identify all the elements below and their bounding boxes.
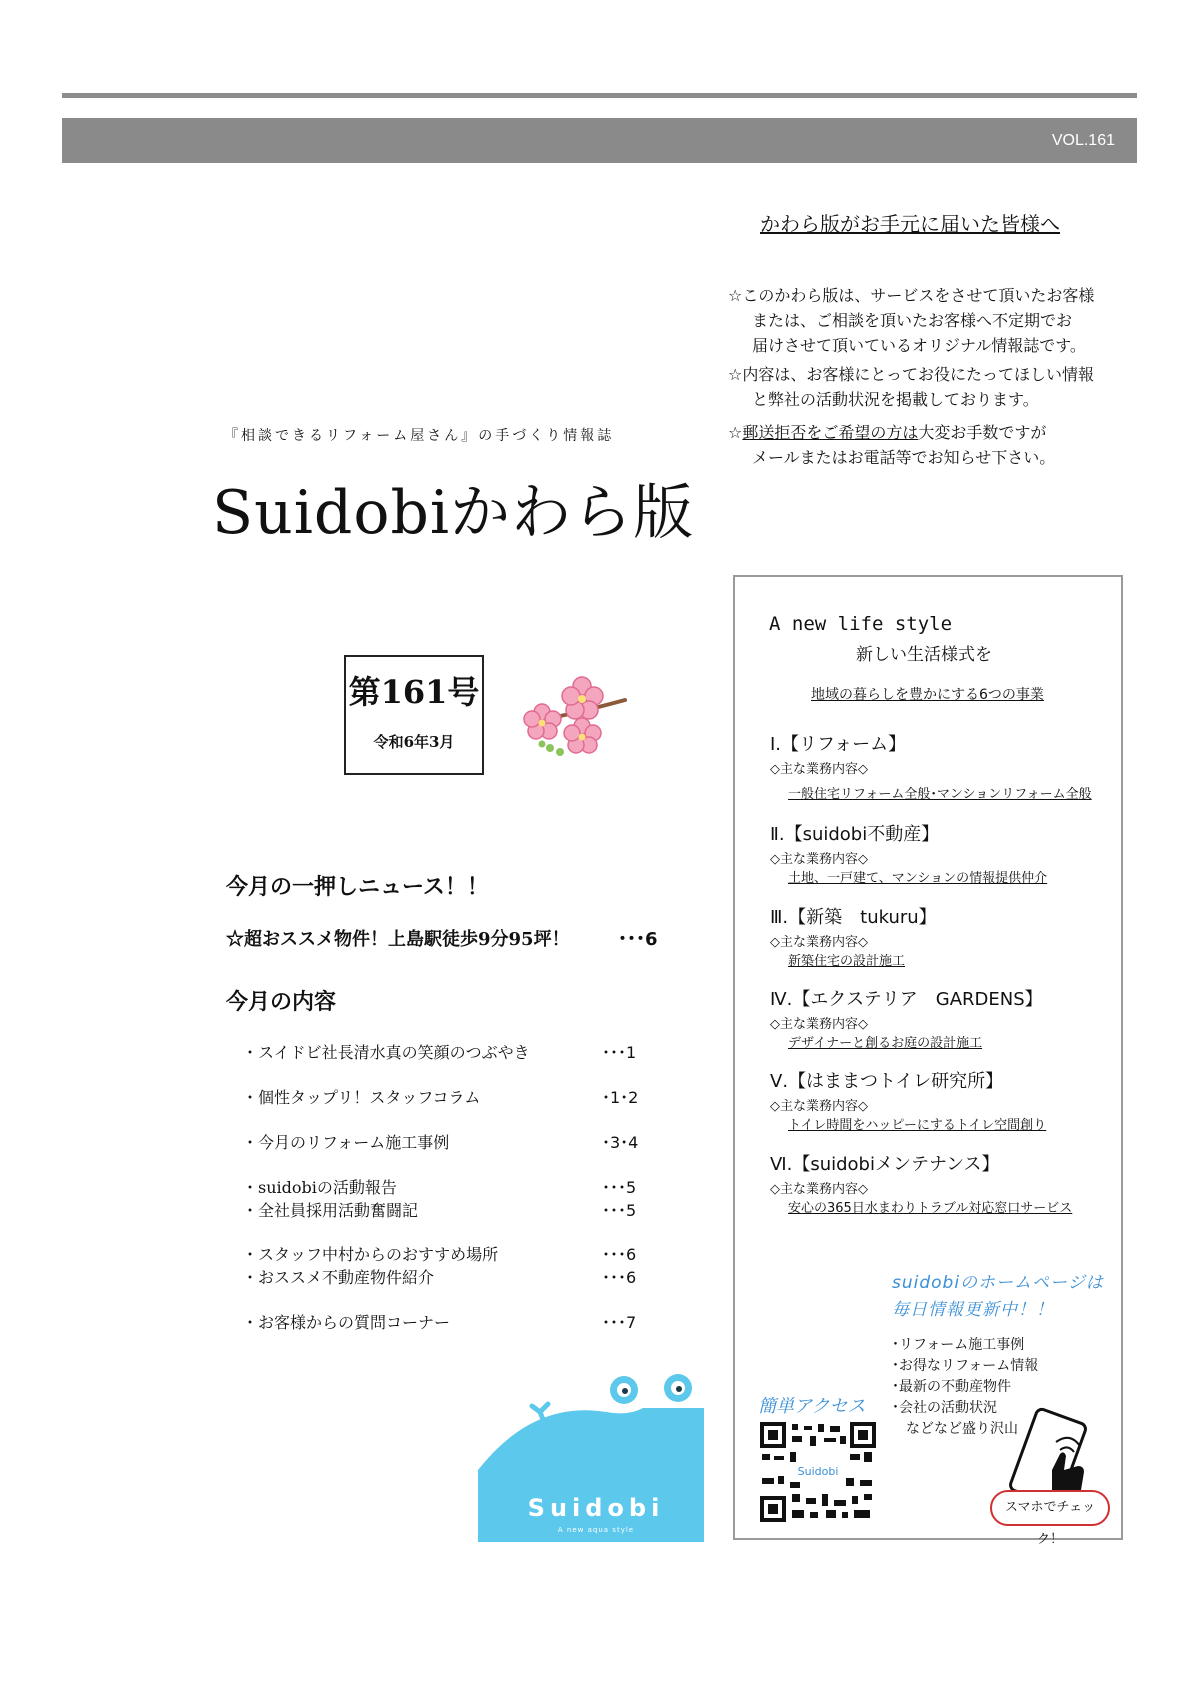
- toc-page: ･1･2: [602, 1088, 639, 1107]
- contents-heading: 今月の内容: [226, 989, 337, 1015]
- business-label: ◇主な業務内容◇: [770, 935, 868, 950]
- toc-page: ･･･5: [602, 1178, 637, 1197]
- greeting-title: かわら版がお手元に届いた皆様へ: [760, 212, 1060, 236]
- business-title: Ⅴ.【はままつトイレ研究所】: [770, 1071, 1004, 1092]
- toc-item: ・スタッフ中村からのおすすめ場所: [242, 1245, 499, 1264]
- tagline: 『相談できるリフォーム屋さん』の手づくり情報誌: [224, 428, 615, 444]
- business-label: ◇主な業務内容◇: [770, 1017, 868, 1032]
- business-desc: 土地、一戸建て、マンションの情報提供仲介: [788, 871, 1048, 886]
- push-news-item: ☆超おススメ物件！上島駅徒歩9分95坪！: [226, 929, 570, 950]
- panel-eng-title: A new life style: [769, 613, 953, 635]
- smartphone-check-badge: スマホでチェック！: [990, 1490, 1110, 1526]
- business-desc: デザイナーと創るお庭の設計施工: [788, 1036, 983, 1051]
- business-desc: 新築住宅の設計施工: [788, 954, 906, 969]
- masthead-title: Suidobiかわら版: [212, 478, 695, 548]
- list-item: ･最新の不動産物件: [892, 1379, 1011, 1395]
- toc-item: ・suidobiの活動報告: [242, 1178, 397, 1197]
- business-title: Ⅵ.【suidobiメンテナンス】: [770, 1154, 1000, 1175]
- business-title: Ⅲ.【新築 tukuru】: [770, 907, 937, 928]
- sakura-icon: [520, 670, 630, 760]
- list-item: ･お得なリフォーム情報: [892, 1358, 1039, 1374]
- mascot-brand: Suidobi: [527, 1494, 665, 1522]
- issue-box: [344, 655, 484, 775]
- business-title: Ⅱ.【suidobi不動産】: [770, 824, 940, 845]
- panel-subtitle: 地域の暮らしを豊かにする6つの事業: [811, 687, 1044, 703]
- toc-page: ･･･6: [602, 1245, 637, 1264]
- volume-label: VOL.161: [1051, 132, 1115, 149]
- easy-access-label: 簡単アクセス: [758, 1396, 866, 1417]
- mascot-tagline: A new aqua style: [557, 1526, 635, 1534]
- toc-page: ･3･4: [602, 1133, 639, 1152]
- toc-page: ･･･7: [602, 1313, 637, 1332]
- top-rule: [62, 93, 1137, 98]
- header-bar: [62, 118, 1137, 163]
- business-label: ◇主な業務内容◇: [770, 1099, 868, 1114]
- toc-item: ・おススメ不動産物件紹介: [242, 1268, 435, 1287]
- mascot-logo: [478, 1360, 704, 1542]
- toc-item: ・全社員採用活動奮闘記: [242, 1201, 419, 1220]
- qr-code-icon[interactable]: [760, 1422, 876, 1522]
- toc-item: ・個性タップリ！スタッフコラム: [242, 1088, 481, 1107]
- notice-1: ☆このかわら版は、サービスをさせて頂いたお客様 または、ご相談を頂いたお客様へ不定期でお 届けさせて頂いているオリジナル情報誌です。: [728, 286, 1095, 355]
- homepage-line1: suidobiのホームページは: [892, 1273, 1104, 1293]
- push-news-page: ･･･6: [618, 929, 658, 950]
- list-item: などなど盛り沢山: [892, 1421, 1018, 1437]
- business-desc: 安心の365日水まわりトラブル対応窓口サービス: [788, 1201, 1073, 1216]
- business-label: ◇主な業務内容◇: [770, 762, 868, 777]
- toc-page: ･･･5: [602, 1201, 637, 1220]
- business-desc: トイレ時間をハッピーにするトイレ空間創り: [788, 1118, 1047, 1133]
- business-desc: 一般住宅リフォーム全般･マンションリフォーム全般: [788, 787, 1092, 802]
- list-item: ･会社の活動状況: [892, 1400, 997, 1416]
- toc-item: ・お客様からの質問コーナー: [242, 1313, 451, 1332]
- toc-page: ･･･1: [602, 1043, 637, 1062]
- qr-label: Suidobi: [797, 1465, 839, 1478]
- business-title: Ⅳ.【エクステリア GARDENS】: [770, 989, 1043, 1010]
- notice-2: ☆内容は、お客様にとってお役にたってほしい情報 と弊社の活動状況を掲載しております。: [728, 365, 1095, 409]
- toc-page: ･･･6: [602, 1268, 637, 1287]
- toc-item: ・今月のリフォーム施工事例: [242, 1133, 450, 1152]
- list-item: ･リフォーム施工事例: [892, 1337, 1025, 1353]
- business-label: ◇主な業務内容◇: [770, 852, 868, 867]
- business-title: Ⅰ.【リフォーム】: [770, 734, 907, 755]
- business-label: ◇主な業務内容◇: [770, 1182, 868, 1197]
- issue-date: 令和6年3月: [373, 733, 455, 751]
- homepage-line2: 毎日情報更新中！！: [892, 1300, 1054, 1320]
- push-news-heading: 今月の一押しニュース！！: [226, 874, 489, 900]
- issue-number: 第161号: [348, 673, 480, 711]
- notice-3: ☆郵送拒否をご希望の方は大変お手数ですが メールまたはお電話等でお知らせ下さい。: [728, 423, 1056, 467]
- panel-jp-title: 新しい生活様式を: [856, 645, 992, 665]
- toc-item: ・スイドビ社長清水真の笑顔のつぶやき: [242, 1043, 530, 1062]
